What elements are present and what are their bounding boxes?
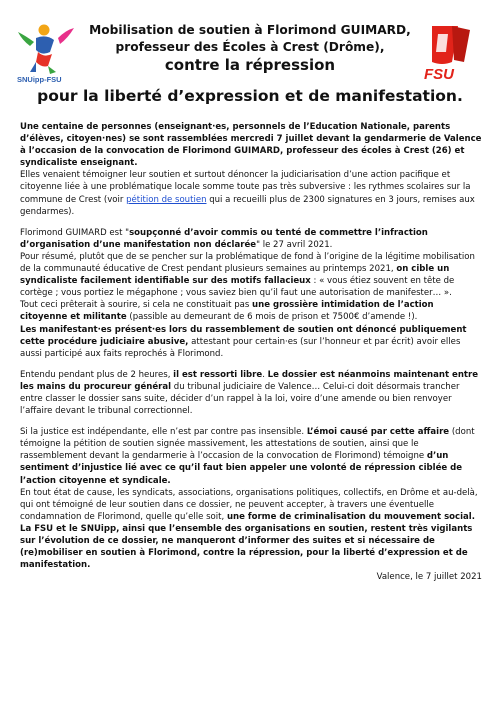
p7-bold-1: il est ressorti libre — [173, 369, 263, 380]
paragraph-6 — [20, 324, 482, 360]
p4-bold: on cible un syndicaliste facilement identifiable sur des motifs fallacieux — [20, 264, 450, 287]
paragraph-9 — [20, 487, 482, 523]
title-line-1: Mobilisation de soutien à Florimond GUIMARD, — [89, 23, 411, 37]
title-line-4: pour la liberté d’expression et de manifestation. — [37, 87, 463, 105]
p10-bold: La FSU et le SNUipp, ainsi que l’ensemble des organisations en soutien, restent très vigilants sur l’évolution de ce dossier, ne manqueront d’informer des suites et si nécessaire de (re)mobiliser en soutien à Florimond, contre la répression, pour la liberté d’expression et de manifestation. — [20, 523, 473, 571]
fsu-logo — [422, 22, 480, 82]
snuipp-fsu-logo — [14, 22, 84, 84]
p9-text-1: En tout état de cause, les syndicats, associations, organisations politiques, collectifs, en Drôme et au-delà, qui ont témoigné de leur soutien dans ce dossier, ne peuvent accepter, à travers une éventuelle condamnation de Florimond, quelle qu’elle soit, — [20, 487, 478, 522]
paragraph-3 — [20, 227, 482, 251]
paragraph-1 — [20, 121, 482, 169]
p8-bold-1: L’émoi causé par cette affaire — [306, 427, 450, 438]
p8-text-1: Si la justice est indépendante, elle n’est par contre pas insensible. — [20, 427, 307, 438]
signoff: Valence, le 7 juillet 2021 — [376, 572, 482, 583]
p4-text-1: Pour résumé, plutôt que de se pencher sur la problématique de fond à l’origine de la légitime mobilisation de la communauté éducative de Crest pendant plusieurs semaines au printemps 2021, — [20, 251, 475, 275]
p2-text-1: Elles venaient témoigner leur soutien et surtout dénoncer la judiciarisation d’une action pacifique et citoyenne liée à une problématique locale somme toute pas très subversive : les rythmes scolaires sur la commune de Crest (voir — [20, 170, 471, 205]
title-block — [80, 22, 420, 75]
p5-bold: une grossière intimidation de l’action citoyenne et militante — [20, 300, 434, 323]
paragraph-8 — [20, 426, 482, 486]
p3-text-2: " le 27 avril 2021. — [256, 239, 333, 250]
p3-text-1: Florimond GUIMARD est " — [20, 227, 130, 238]
p8-bold-2: d’un sentiment d’injustice lié avec ce qu’il faut bien appeler une volonté de répression ciblée de l’action citoyenne et syndicale. — [20, 451, 463, 486]
p3-bold: soupçonné d’avoir commis ou tenté de commettre l’infraction d’organisation d’une manifestation non déclarée — [20, 227, 428, 250]
p7-text-3: du tribunal judiciaire de Valence… Celui-ci doit désormais trancher entre classer le dossier sans suite, décider d’un rappel à la loi, voire d’une amende ou bien renvoyer l’affaire devant le tribunal correctionnel. — [20, 381, 460, 417]
p6-text-1: attestant pour certain·es (sur l’honneur et par écrit) avoir elles aussi participé aux faits reprochés à Florimond. — [20, 336, 461, 359]
title-line-3: contre la répression — [164, 56, 336, 74]
paragraph-4 — [20, 251, 482, 299]
p6-bold: Les manifestant·es présent·es lors du rassemblement de soutien ont dénoncé publiquement cette procédure judiciaire abusive, — [20, 324, 467, 347]
p5-text-1: Tout ceci prêterait à sourire, si cela ne constituait pas — [20, 300, 253, 311]
paragraph-2 — [20, 169, 482, 217]
document-body — [20, 121, 482, 583]
p7-text-2: . — [262, 369, 268, 380]
p8-text-2: (dont témoigne la pétition de soutien signée massivement, les attestations de soutien, ainsi que le rassemblement devant la gendarmerie à l’occasion de la convocation de Florimond) témoigne — [20, 427, 475, 462]
p1-bold: Une centaine de personnes (enseignant·es, personnels de l’Education Nationale, parents d’élèves, citoyen·nes) se sont rassemblées mercredi 7 juillet devant la gendarmerie de Valence à l’occasion de la convocation de Florimond GUIMARD, professeur des écoles à Crest (26) et syndicaliste enseignant. — [20, 122, 482, 169]
p9-bold: une forme de criminalisation du mouvement social. — [226, 511, 475, 522]
fsu-logo-text: FSU — [424, 66, 454, 82]
paragraph-5 — [20, 299, 482, 323]
p5-text-2: (passible au demeurant de 6 mois de prison et 7500€ d’amende !). — [126, 312, 418, 323]
p4-text-2: : « vous étiez souvent en tête de cortège ; vous portiez le mégaphone ; vous saviez bien qu’il faut une autorisation de manifester… ». — [20, 276, 455, 299]
p7-bold-2: Le dossier est néanmoins maintenant entre les mains du procureur général — [20, 369, 479, 392]
p7-text-1: Entendu pendant plus de 2 heures, — [20, 369, 174, 380]
paragraph-10 — [20, 523, 482, 571]
paragraph-7 — [20, 369, 482, 417]
title-line-2: professeur des Écoles à Crest (Drôme), — [115, 40, 385, 54]
petition-link[interactable]: pétition de soutien — [126, 194, 207, 205]
snuipp-logo-text: SNUipp-FSU — [17, 75, 62, 84]
p2-text-2: qui a recueilli plus de 2300 signatures en 3 jours, remises aux gendarmes). — [20, 194, 475, 217]
